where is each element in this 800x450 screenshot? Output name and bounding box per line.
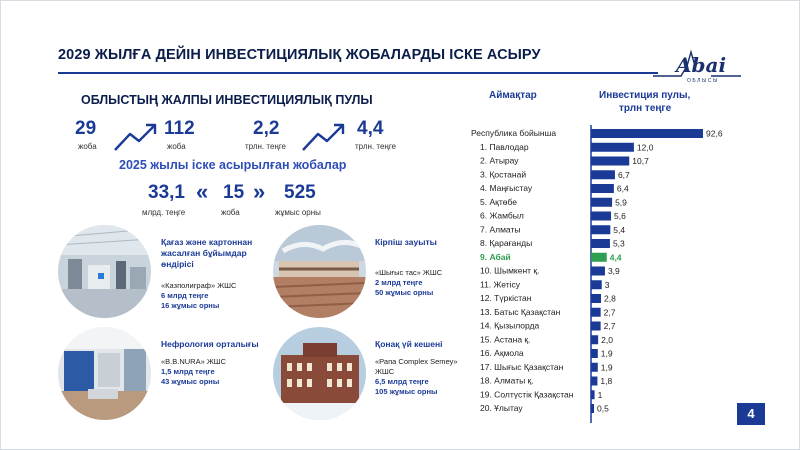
implemented-amount-label: млрд. теңге (142, 208, 186, 217)
project-4-title: Қонақ үй кешені (375, 339, 443, 349)
category-label: 2. Атырау (480, 155, 519, 166)
implemented-count-value: 15 (223, 182, 245, 203)
implemented-2025-heading: 2025 жылы іске асырылған жобалар (119, 158, 347, 172)
project-3-jobs: 43 жұмыс орны (161, 377, 220, 386)
bar (591, 280, 602, 289)
project-2-jobs: 50 жұмыс орны (375, 288, 434, 297)
bar-value-label: 1,9 (600, 348, 613, 359)
bar (591, 212, 611, 221)
bar (591, 253, 607, 262)
project-1-company: «Казполиграф» ЖШС (161, 281, 237, 290)
bar-value-label: 2,0 (601, 334, 613, 345)
category-label: 10. Шымкент қ. (480, 265, 540, 276)
bar (591, 170, 615, 179)
category-label: 11. Жетісу (480, 279, 521, 290)
nephrology-center-photo (58, 327, 151, 420)
bar (591, 404, 594, 413)
project-2-investment: 2 млрд теңге (375, 278, 423, 287)
bar (591, 129, 703, 138)
bar-value-label: 12,0 (636, 142, 654, 153)
chevron-left-icon: « (196, 179, 209, 204)
bar-value-label: 6,4 (616, 183, 629, 194)
regions-column-header: Аймақтар (489, 90, 537, 101)
category-label: 8. Қарағанды (480, 238, 533, 248)
title-underline (58, 72, 658, 74)
bar (591, 184, 614, 193)
invest-from-value: 2,2 (253, 118, 280, 139)
bar-value-label: 1,8 (600, 376, 613, 386)
implemented-jobs-label: жұмыс орны (275, 208, 321, 217)
bar-value-label: 6,7 (617, 169, 630, 180)
category-label: 3. Қостанай (480, 169, 527, 180)
implemented-jobs-value: 525 (284, 182, 316, 203)
hotel-complex-photo (273, 327, 366, 420)
bar (591, 225, 610, 234)
bar-value-label: 5,9 (615, 197, 627, 208)
bar-value-label: 10,7 (632, 156, 649, 166)
bar-value-label: 3 (604, 279, 610, 290)
bar (591, 308, 601, 317)
category-label: Республика бойынша (471, 128, 557, 138)
projects-to-value: 112 (164, 118, 195, 139)
implemented-count-label: жоба (221, 208, 240, 217)
invest-from-label: трлн. теңге (245, 142, 287, 151)
project-3-company: «B.B.NURA» ЖШС (161, 357, 227, 366)
logo-subtitle: ОБЛЫСЫ (687, 78, 719, 84)
project-3-title: Нефрология орталығы (161, 339, 259, 349)
category-label: 19. Солтүстік Қазақстан (480, 389, 574, 400)
growth-arrow-icon (301, 121, 347, 153)
bar (591, 363, 598, 372)
factory-photo (58, 225, 151, 318)
page-title: 2029 ЖЫЛҒА ДЕЙІН ИНВЕСТИЦИЯЛЫҚ ЖОБАЛАРДЫ ІСКЕ АСЫРУ (58, 47, 541, 63)
bar (591, 294, 601, 303)
bar-value-label: 1 (597, 389, 603, 400)
investment-pool-heading: ОБЛЫСТЫҢ ЖАЛПЫ ИНВЕСТИЦИЯЛЫҚ ПУЛЫ (81, 93, 373, 107)
bar (591, 322, 601, 331)
bar-value-label: 5,6 (614, 211, 626, 221)
bar (591, 349, 598, 358)
project-4-company: «Рапа Complex Semey» (375, 357, 458, 366)
bar-value-label: 92,6 (706, 128, 723, 139)
category-label: 12. Түркістан (480, 293, 532, 303)
category-label: 1. Павлодар (480, 141, 529, 152)
project-2-company: «Шығыс тас» ЖШС (375, 268, 443, 277)
category-label: 9. Абай (480, 251, 511, 262)
bar (591, 377, 597, 386)
regional-investment-bar-chart (468, 125, 748, 425)
bar-value-label: 5,3 (612, 238, 625, 249)
project-3-investment: 1,5 млрд теңге (161, 367, 215, 376)
bar-value-label: 5,4 (613, 224, 626, 235)
implemented-amount-value: 33,1 (148, 182, 185, 203)
category-label: 20. Ұлытау (480, 403, 523, 413)
category-label: 6. Жамбыл (480, 210, 524, 221)
bar (591, 143, 634, 152)
invest-to-label: трлн. теңге (355, 142, 397, 151)
bar-value-label: 0,5 (597, 403, 609, 414)
bar (591, 390, 595, 399)
project-1-jobs: 16 жұмыс орны (161, 301, 220, 310)
bar-value-label: 4,4 (609, 252, 622, 263)
project-4-jobs: 105 жұмыс орны (375, 387, 438, 396)
category-label: 14. Қызылорда (480, 320, 540, 331)
project-1-title: Қағаз және картоннан жасалған бұйымдар өндірісі (161, 237, 253, 269)
project-2-title: Кірпіш зауыты (375, 237, 437, 247)
bar (591, 267, 605, 276)
projects-to-label: жоба (167, 142, 186, 151)
projects-from-label: жоба (78, 142, 97, 151)
bar-value-label: 1,9 (600, 362, 613, 373)
category-label: 17. Шығыс Қазақстан (480, 361, 564, 372)
category-label: 15. Астана қ. (480, 334, 531, 345)
bar-value-label: 3,9 (607, 266, 620, 276)
growth-arrow-icon (113, 121, 159, 153)
project-4-investment: 6,5 млрд теңге (375, 377, 429, 386)
logo-text: Abai (676, 53, 727, 77)
brick-factory-photo (273, 225, 366, 318)
investment-column-unit: трлн теңге (619, 103, 672, 114)
investment-column-header: Инвестиция пулы, (599, 90, 691, 101)
project-4-company-type: ЖШС (375, 367, 395, 376)
bar (591, 335, 598, 344)
category-label: 16. Ақмола (480, 348, 524, 358)
bar (591, 198, 612, 207)
bar-value-label: 2,8 (604, 293, 616, 304)
category-label: 4. Маңғыстау (480, 183, 533, 193)
page-number: 4 (737, 403, 765, 425)
bar-value-label: 2,7 (603, 321, 616, 331)
bar-value-label: 2,7 (603, 307, 616, 318)
invest-to-value: 4,4 (357, 118, 384, 139)
chevron-right-icon: » (253, 179, 266, 204)
category-label: 13. Батыс Қазақстан (480, 306, 561, 317)
project-1-investment: 6 млрд теңге (161, 291, 209, 300)
bar (591, 157, 629, 166)
category-label: 7. Алматы (480, 224, 521, 235)
projects-from-value: 29 (75, 118, 97, 139)
bar (591, 239, 610, 248)
category-label: 5. Ақтөбе (480, 196, 517, 207)
category-label: 18. Алматы қ. (480, 375, 534, 386)
